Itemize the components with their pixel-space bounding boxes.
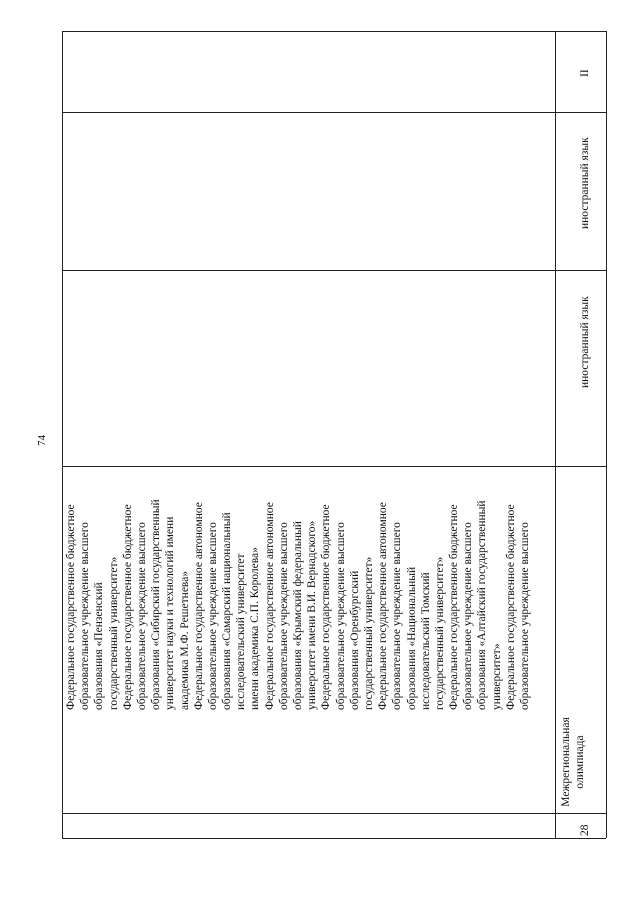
organizer-line: Федеральное государственное автономное bbox=[192, 502, 205, 710]
organizer-line: университет имени В.И. Вернадского» bbox=[306, 520, 319, 710]
organizer-line: образования «Алтайский государственный bbox=[476, 500, 489, 710]
row-number: 28 bbox=[579, 824, 591, 836]
profile-cell: иностранный язык bbox=[579, 296, 591, 388]
organizer-line: образования «Сибирский государственный bbox=[150, 499, 163, 710]
organizer-line: исследовательский Томский bbox=[419, 572, 432, 710]
olympiad-name bbox=[559, 714, 587, 810]
organizer-line: Федеральное государственное автономное bbox=[263, 502, 276, 710]
organizer-line: государственный университет» bbox=[107, 556, 120, 710]
subject-cell: иностранный язык bbox=[579, 137, 591, 229]
organizer-line: образовательное учреждение высшего bbox=[462, 522, 475, 710]
olympiad-name-line: Межрегиональная bbox=[560, 717, 572, 807]
table-rule-right bbox=[606, 31, 607, 838]
table-rule-level bbox=[62, 112, 606, 113]
table-rule-subject bbox=[62, 270, 606, 271]
organizer-line: образовательное учреждение высшего bbox=[277, 522, 290, 710]
organizer-line: академика М.Ф. Решетнева» bbox=[178, 570, 191, 710]
level-cell: II bbox=[579, 69, 591, 77]
organizer-line: государственный университет» bbox=[433, 556, 446, 710]
organizer-line: государственный университет» bbox=[362, 556, 375, 710]
table-rule-top bbox=[62, 31, 606, 32]
organizer-line: образовательное учреждение высшего bbox=[519, 522, 531, 710]
olympiad-name-line: олимпиада bbox=[574, 735, 587, 789]
organizer-line: университет» bbox=[490, 643, 503, 710]
table-rule-number-col bbox=[555, 31, 556, 838]
organizer-line: Федеральное государственное автономное bbox=[377, 502, 390, 710]
organizer-line: образовательное учреждение высшего bbox=[79, 522, 92, 710]
page-number: 74 bbox=[36, 435, 48, 446]
organizer-line: образования «Самарский национальный bbox=[221, 512, 234, 710]
table-rule-left bbox=[62, 31, 63, 838]
organizer-line: Федеральное государственное бюджетное bbox=[448, 504, 461, 710]
organizer-line: образовательное учреждение высшего bbox=[334, 522, 347, 710]
organizer-line: образовательное учреждение высшего bbox=[135, 522, 148, 710]
organizer-line: образования «Оренбургский bbox=[348, 570, 361, 710]
table-rule-bottom bbox=[62, 838, 606, 839]
table-rule-profile bbox=[62, 466, 606, 467]
organizer-line: Федеральное государственное бюджетное bbox=[504, 504, 517, 710]
organizer-line: университет науки и технологий имени bbox=[164, 516, 177, 710]
organizer-line: образования «Крымский федеральный bbox=[292, 521, 304, 710]
organizer-line: Федеральное государственное бюджетное bbox=[121, 504, 134, 710]
organizer-line: образовательное учреждение высшего bbox=[391, 522, 404, 710]
organizer-line: Федеральное государственное бюджетное bbox=[320, 504, 333, 710]
organizer-line: имени академика С.П. Королева» bbox=[249, 547, 262, 710]
table-rule-row-olympiad bbox=[62, 813, 606, 814]
organizer-line: образования «Пензенский bbox=[93, 582, 106, 710]
organizer-line: образовательное учреждение высшего bbox=[206, 522, 219, 710]
organizer-line: Федеральное государственное бюджетное bbox=[65, 504, 77, 710]
organizer-line: образования «Национальный bbox=[405, 566, 418, 710]
organizer-line: исследовательский университет bbox=[235, 553, 248, 710]
organizers-list bbox=[64, 468, 532, 710]
